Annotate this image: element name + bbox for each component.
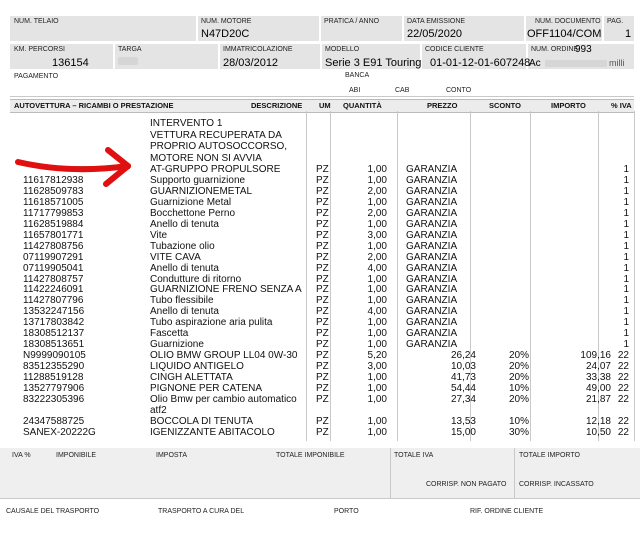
rif-ordine-label: RIF. ORDINE CLIENTE [470,508,544,515]
item-code: 11427808757 [23,273,84,285]
table-header [10,99,634,113]
item-price: 13,53 [450,415,476,427]
km-label: KM. PERCORSI [14,46,65,53]
item-um: PZ [316,306,329,318]
item-description: Vite [150,229,168,241]
item-um: PZ [316,185,329,197]
item-iva: 1 [623,185,629,197]
table-row [0,241,640,252]
item-code: 07119905041 [23,262,84,274]
item-quantity: 2,00 [367,185,387,197]
intro-line: INTERVENTO 1 [150,118,223,129]
item-um: PZ [316,196,329,208]
table-row [0,197,640,208]
intro-line: PROPRIO AUTOSOCCORSO, [150,141,288,152]
item-note: GARANZIA [406,207,458,219]
imponibile-label: IMPONIBILE [56,452,97,459]
col-descrizione: DESCRIZIONE [251,101,303,110]
corrisp-incassato-label: CORRISP. INCASSATO [519,481,594,488]
item-note: GARANZIA [406,273,458,285]
item-um: PZ [316,339,329,351]
table-row [0,405,640,416]
item-code: SANEX-20222G [23,426,96,438]
item-um: PZ [316,328,329,340]
item-note: GARANZIA [406,218,458,230]
data-emissione-value: 22/05/2020 [407,28,463,40]
corrisp-non-pagato-label: CORRISP. NON PAGATO [426,481,507,488]
item-iva: 1 [623,251,629,263]
table-row [0,361,640,372]
item-iva: 22 [617,415,629,427]
item-quantity: 2,00 [367,251,387,263]
pagamento-divider [10,96,634,97]
table-row [0,383,640,394]
item-iva: 22 [617,393,629,405]
col-importo: IMPORTO [551,101,586,110]
item-note: GARANZIA [406,229,458,241]
conto-label: CONTO [446,87,472,94]
item-quantity: 1,00 [367,426,387,438]
item-iva: 1 [623,207,629,219]
item-code: 13717803842 [23,317,85,329]
item-code: 83222305396 [23,393,85,405]
item-code: 11617812938 [23,174,84,186]
item-code: 11288519128 [23,372,84,384]
item-iva: 1 [623,174,629,186]
item-discount: 10% [508,383,529,394]
pag-value: 1 [625,28,632,40]
item-note: GARANZIA [406,196,458,208]
item-quantity: 1,00 [367,317,387,329]
table-row [0,427,640,438]
totale-importo-label: TOTALE IMPORTO [519,452,580,459]
item-description: Bocchettone Perno [150,207,236,219]
item-code: 11427807796 [23,295,84,307]
footer-divider [0,498,640,499]
item-quantity: 3,00 [367,361,387,373]
table-row [0,317,640,328]
item-price: 15,00 [450,426,476,438]
item-note: GARANZIA [406,339,458,351]
col-um: UM [319,101,331,110]
item-description: Tubazione olio [150,240,215,252]
item-amount: 49,00 [585,383,611,394]
modello-label: MODELLO [325,46,360,53]
item-discount: 20% [508,393,529,405]
num-motore-value: N47D20C [201,28,250,40]
item-note: GARANZIA [406,251,458,263]
modello-value: Serie 3 E91 Touring [325,57,422,69]
item-quantity: 1,00 [367,415,387,427]
item-iva: 22 [617,361,629,373]
item-note: GARANZIA [406,240,458,252]
item-price: 10,03 [450,361,476,373]
item-price: 26,24 [450,350,476,362]
item-iva: 1 [623,229,629,241]
table-row [0,328,640,339]
cliente-tail: milli [609,58,625,68]
item-quantity: 1,00 [367,273,387,285]
banca-label: BANCA [345,72,370,79]
item-um: PZ [316,350,329,362]
item-discount: 30% [508,426,529,438]
footer-divider [514,448,515,498]
table-row [0,208,640,219]
item-code: 24347588725 [23,415,85,427]
table-row [0,394,640,405]
item-quantity: 1,00 [367,339,387,351]
item-description: CINGH ALETTATA [150,372,233,384]
item-description: OLIO BMW GROUP LL04 0W-30 [150,350,298,362]
item-quantity: 1,00 [367,295,387,307]
table-row [0,350,640,361]
item-code: 18308512137 [23,328,85,340]
item-code: N9999090105 [23,350,86,362]
item-code: 11628509783 [23,185,84,197]
pratica-label: PRATICA / ANNO [324,18,380,25]
item-iva: 22 [617,372,629,384]
item-um: PZ [316,207,329,219]
item-note: GARANZIA [406,174,458,186]
item-quantity: 1,00 [367,383,387,394]
item-price: 27,34 [450,393,476,405]
item-quantity: 5,20 [367,350,387,362]
item-quantity: 3,00 [367,229,387,241]
table-row [0,274,640,285]
col-sconto: SCONTO [489,101,521,110]
table-row [0,284,640,295]
table-row [0,372,640,383]
item-um: PZ [316,415,329,427]
item-note: GARANZIA [406,262,458,274]
item-code: 83512355290 [23,361,85,373]
item-description: Tubo aspirazione aria pulita [150,317,273,329]
table-row [0,252,640,263]
item-code: 11427808756 [23,240,84,252]
item-description: BOCCOLA DI TENUTA [150,415,253,427]
table-row [0,339,640,350]
targa-redacted [118,57,138,65]
item-note: GARANZIA [406,328,458,340]
item-um: PZ [316,372,329,384]
item-description: atf2 [150,404,167,416]
item-um: PZ [316,426,329,438]
item-note: GARANZIA [406,185,458,197]
item-code: 11618571005 [23,196,84,208]
item-um: PZ [316,317,329,329]
item-description: Guarnizione Metal [150,196,232,208]
item-um: PZ [316,284,329,296]
item-um: PZ [316,393,329,405]
item-description: VITE CAVA [150,251,201,263]
item-iva: 22 [617,383,629,394]
km-value: 136154 [52,57,89,69]
item-um: PZ [316,383,329,394]
totale-imponibile-label: TOTALE IMPONIBILE [276,452,345,459]
item-um: PZ [316,164,329,175]
item-um: PZ [316,262,329,274]
item-description: AT-GRUPPO PROPULSORE [150,164,281,175]
cliente-redacted [545,60,607,67]
item-iva: 22 [617,350,629,362]
item-description: Anello di tenuta [150,218,219,230]
item-quantity: 1,00 [367,174,387,186]
item-discount: 10% [508,415,529,427]
num-ordine-label: NUM. ORDINE [531,46,579,53]
table-row [0,295,640,306]
item-um: PZ [316,361,329,373]
col-iva: % IVA [611,101,632,110]
item-code: 11717799853 [23,207,84,219]
item-description: Fascetta [150,328,189,340]
item-um: PZ [316,174,329,186]
item-iva: 1 [623,273,629,285]
data-emissione-label: DATA EMISSIONE [407,18,466,25]
item-um: PZ [316,229,329,241]
table-row [0,263,640,274]
intervento-block [150,118,287,164]
num-documento-value: OFF1104/COM [527,28,602,40]
cab-label: CAB [395,87,410,94]
immatricolazione-value: 28/03/2012 [223,57,279,69]
table-row [0,416,640,427]
pagamento-label: PAGAMENTO [14,73,59,80]
item-description: GUARNIZIONE FRENO SENZA A [150,284,302,296]
intro-line: MOTORE NON SI AVVIA [150,152,262,164]
item-code: 13532247156 [23,306,85,318]
col-prezzo: PREZZO [427,101,458,110]
red-arrow-icon [0,140,160,190]
item-um: PZ [316,218,329,230]
item-discount: 20% [508,361,529,373]
item-code: 13527797906 [23,383,85,394]
col-autovettura: AUTOVETTURA – RICAMBI O PRESTAZIONE [14,101,174,110]
item-um: PZ [316,295,329,307]
codice-cliente-value: 01-01-12-01-607248 [430,57,531,69]
item-iva: 1 [623,284,629,296]
item-um: PZ [316,273,329,285]
item-quantity: 1,00 [367,196,387,208]
item-amount: 109,16 [580,350,611,362]
item-note: GARANZIA [406,306,458,318]
item-iva: 1 [623,317,629,329]
num-ordine-value: 993 [575,44,592,55]
item-discount: 20% [508,372,529,384]
totale-iva-label: TOTALE IVA [394,452,434,459]
num-telaio-label: NUM. TELAIO [14,18,59,25]
item-iva: 1 [623,328,629,340]
item-um: PZ [316,251,329,263]
item-quantity: 1,00 [367,240,387,252]
table-row [0,306,640,317]
item-amount: 33,38 [585,372,611,384]
item-description: PIGNONE PER CATENA [150,383,263,394]
item-amount: 24,07 [585,361,611,373]
item-note: GARANZIA [406,295,458,307]
targa-label: TARGA [118,46,142,53]
table-row [0,219,640,230]
item-quantity: 1,00 [367,218,387,230]
iva-label: IVA % [12,452,31,459]
intro-line: VETTURA RECUPERATA DA [150,129,282,141]
item-price: 41,73 [450,372,476,384]
item-quantity: 4,00 [367,262,387,274]
item-description: Tubo flessibile [150,295,214,307]
item-description: IGENIZZANTE ABITACOLO [150,426,275,438]
item-description: Guarnizione [150,339,204,351]
footer-divider [390,448,391,498]
item-iva: 1 [623,196,629,208]
item-iva: 1 [623,306,629,318]
item-note: GARANZIA [406,164,458,175]
item-amount: 21,87 [585,393,611,405]
item-code: 18308513651 [23,339,85,351]
num-motore-label: NUM. MOTORE [201,18,252,25]
item-price: 54,44 [450,383,476,394]
abi-label: ABI [349,87,361,94]
item-note: GARANZIA [406,284,458,296]
codice-cliente-label: CODICE CLIENTE [425,46,484,53]
item-description: Supporto guarnizione [150,174,246,186]
item-description: LIQUIDO ANTIGELO [150,361,244,373]
item-quantity: 4,00 [367,306,387,318]
pag-label: PAG. [607,18,624,25]
item-iva: 22 [617,426,629,438]
item-amount: 12,18 [585,415,611,427]
item-iva: 1 [623,295,629,307]
item-description: Condutture di ritorno [150,273,242,285]
item-amount: 10,50 [585,426,611,438]
item-description: Anello di tenuta [150,306,219,318]
item-quantity: 1,00 [367,328,387,340]
item-description: Olio Bmw per cambio automatico [150,393,297,405]
item-code: 11628519884 [23,218,84,230]
item-quantity: 1,00 [367,372,387,384]
item-quantity: 1,00 [367,164,387,175]
item-description: Anello di tenuta [150,262,219,274]
item-iva: 1 [623,262,629,274]
col-quantita: QUANTITÀ [343,101,382,110]
item-iva: 1 [623,339,629,351]
item-iva: 1 [623,164,629,175]
porto-label: PORTO [334,508,359,515]
item-quantity: 2,00 [367,207,387,219]
imposta-label: IMPOSTA [156,452,187,459]
item-note: GARANZIA [406,317,458,329]
item-code: 07119907291 [23,251,84,263]
item-code: 11422246091 [23,284,84,296]
num-documento-label: NUM. DOCUMENTO [535,18,601,25]
item-discount: 20% [508,350,529,362]
item-description: GUARNIZIONEMETAL [150,185,253,197]
table-row [0,230,640,241]
trasporto-label: TRASPORTO A CURA DEL [158,508,245,515]
item-iva: 1 [623,218,629,230]
immatricolazione-label: IMMATRICOLAZIONE [223,46,293,53]
item-code: 11657801771 [23,229,84,241]
item-quantity: 1,00 [367,393,387,405]
item-iva: 1 [623,240,629,252]
item-quantity: 1,00 [367,284,387,296]
cliente-abbr: Ac [529,58,541,69]
causale-label: CAUSALE DEL TRASPORTO [6,508,100,515]
item-um: PZ [316,240,329,252]
